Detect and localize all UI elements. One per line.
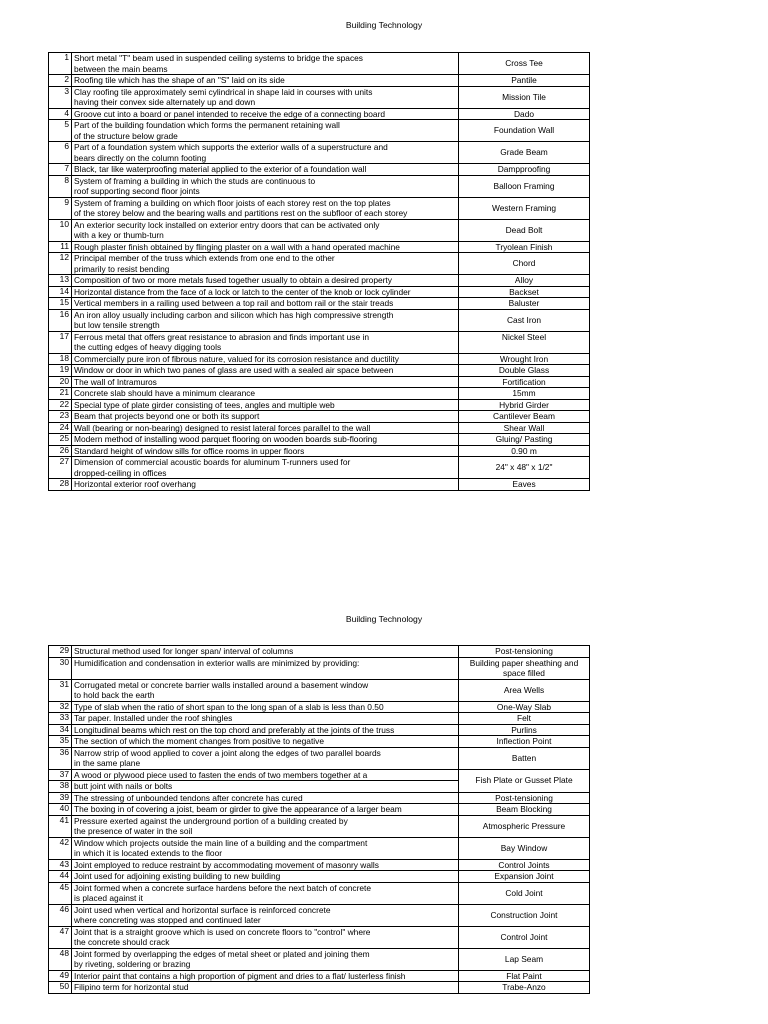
table-row <box>49 747 590 769</box>
answer-cell: Fish Plate or Gusset Plate <box>459 769 590 792</box>
answer-cell: Bay Window <box>459 837 590 859</box>
question-text <box>72 164 459 176</box>
item-number: 1 <box>49 53 72 75</box>
question-text <box>72 298 459 310</box>
answer-cell: Balloon Framing <box>459 175 590 197</box>
question-line: Concrete slab should have a minimum clearance <box>74 388 256 398</box>
answer-cell: Shear Wall <box>459 422 590 434</box>
answer-cell: Dado <box>459 108 590 120</box>
answer-cell: Hybrid Girder <box>459 399 590 411</box>
question-line: Narrow strip of wood applied to cover a joint along the edges of two parallel boards <box>74 747 381 758</box>
question-text <box>72 871 459 883</box>
table-row <box>49 253 590 275</box>
question-line: dropped-ceiling in offices <box>74 467 167 478</box>
answer-cell: Backset <box>459 286 590 298</box>
question-text <box>72 219 459 241</box>
table-row <box>49 275 590 287</box>
answer-cell: 15mm <box>459 388 590 400</box>
question-text <box>72 275 459 287</box>
item-number: 42 <box>49 837 72 859</box>
table-row <box>49 657 590 679</box>
item-number: 13 <box>49 275 72 287</box>
question-line: The wall of Intramuros <box>74 376 157 387</box>
question-line: Commercially pure iron of fibrous nature, valued for its corrosion resistance and ductility <box>74 353 399 364</box>
question-line: Horizontal distance from the face of a lock or latch to the center of the knob or lock cylinder <box>74 286 411 297</box>
item-number: 40 <box>49 804 72 816</box>
question-text <box>72 241 459 253</box>
item-number: 37 <box>49 769 72 781</box>
question-line: but low tensile strength <box>74 320 160 330</box>
question-text <box>72 657 459 679</box>
table-row <box>49 926 590 948</box>
question-line: Special type of plate girder consisting of tees, angles and multiple web <box>74 399 335 410</box>
question-line: A wood or plywood piece used to fasten the ends of two members together at a <box>74 769 368 780</box>
question-line: Beam that projects beyond one or both its support <box>74 411 260 421</box>
table-row <box>49 815 590 837</box>
question-line: Part of the building foundation which forms the permanent retaining wall <box>74 120 340 130</box>
table-row <box>49 904 590 926</box>
item-number: 32 <box>49 701 72 713</box>
table-row <box>49 388 590 400</box>
item-number: 49 <box>49 970 72 982</box>
answer-cell: Tryolean Finish <box>459 241 590 253</box>
question-line: Window which projects outside the main line of a building and the compartment <box>74 837 368 848</box>
answer-cell: Building paper sheathing and space filled <box>459 657 590 679</box>
question-line: The section of which the moment changes from positive to negative <box>74 736 324 746</box>
item-number: 45 <box>49 882 72 904</box>
item-number: 27 <box>49 457 72 479</box>
question-line: Roofing tile which has the shape of an "S" laid on its side <box>74 75 285 85</box>
question-line: Structural method used for longer span/ interval of columns <box>74 646 294 656</box>
answer-cell: Flat Paint <box>459 970 590 982</box>
item-number: 39 <box>49 792 72 804</box>
question-text <box>72 792 459 804</box>
question-line: butt joint with nails or bolts <box>74 781 173 791</box>
question-text <box>72 331 459 353</box>
question-line: primarily to resist bending <box>74 263 170 274</box>
item-number: 22 <box>49 399 72 411</box>
question-text <box>72 781 459 793</box>
answer-cell: 24" x 48" x 1/2" <box>459 457 590 479</box>
answer-cell: Purlins <box>459 724 590 736</box>
table-row <box>49 422 590 434</box>
item-number: 20 <box>49 376 72 388</box>
page-title: Building Technology <box>345 614 423 624</box>
answer-cell: 0.90 m <box>459 445 590 457</box>
answer-cell: Baluster <box>459 298 590 310</box>
answer-cell: Western Framing <box>459 197 590 219</box>
item-number: 28 <box>49 479 72 491</box>
question-line: System of framing a building in which the studs are continuous to <box>74 175 316 186</box>
question-text <box>72 701 459 713</box>
question-line: the cutting edges of heavy digging tools <box>74 342 222 352</box>
table-row <box>49 713 590 725</box>
table-row <box>49 646 590 658</box>
item-number: 33 <box>49 713 72 725</box>
question-line: Short metal "T" beam used in suspended ceiling systems to bridge the spaces <box>74 53 363 63</box>
question-text <box>72 353 459 365</box>
item-number: 8 <box>49 175 72 197</box>
table-row <box>49 445 590 457</box>
item-number: 29 <box>49 646 72 658</box>
question-line: Joint formed when a concrete surface hardens before the next batch of concrete <box>74 882 372 893</box>
answer-cell: Atmospheric Pressure <box>459 815 590 837</box>
question-line: Standard height of window sills for office rooms in upper floors <box>74 445 305 456</box>
answer-cell: Pantile <box>459 75 590 87</box>
item-number: 24 <box>49 422 72 434</box>
answer-cell: Dampproofing <box>459 164 590 176</box>
question-line: The stressing of unbounded tendons after concrete has cured <box>74 792 303 803</box>
table-row <box>49 792 590 804</box>
answer-cell: Eaves <box>459 479 590 491</box>
answer-cell: Cantilever Beam <box>459 411 590 423</box>
answer-cell: Grade Beam <box>459 142 590 164</box>
answer-cell: Dead Bolt <box>459 219 590 241</box>
page-title: Building Technology <box>345 20 423 30</box>
item-number: 35 <box>49 736 72 748</box>
question-line: by riveting, soldering or brazing <box>74 959 191 969</box>
answer-cell: Post-tensioning <box>459 792 590 804</box>
question-table <box>48 52 590 491</box>
answer-cell: Gluing/ Pasting <box>459 434 590 446</box>
question-text <box>72 175 459 197</box>
table-row <box>49 948 590 970</box>
question-line: Modern method of installing wood parquet flooring on wooden boards sub-flooring <box>74 434 378 444</box>
question-text <box>72 646 459 658</box>
item-number: 30 <box>49 657 72 679</box>
answer-cell: Fortification <box>459 376 590 388</box>
table-row <box>49 164 590 176</box>
table-row <box>49 175 590 197</box>
question-line: the concrete should crack <box>74 937 170 947</box>
item-number: 16 <box>49 309 72 331</box>
table-row <box>49 286 590 298</box>
item-number: 7 <box>49 164 72 176</box>
table-row <box>49 86 590 108</box>
item-number: 3 <box>49 86 72 108</box>
question-text <box>72 75 459 87</box>
answer-cell: Mission Tile <box>459 86 590 108</box>
question-line: Clay roofing tile approximately semi cylindrical in shape laid in courses with units <box>74 86 373 97</box>
question-text <box>72 197 459 219</box>
table-row <box>49 53 590 75</box>
item-number: 5 <box>49 120 72 142</box>
question-line: bears directly on the column footing <box>74 152 207 163</box>
answer-cell: Wrought Iron <box>459 353 590 365</box>
question-line: is placed against it <box>74 893 143 903</box>
item-number: 14 <box>49 286 72 298</box>
question-line <box>74 668 456 679</box>
question-text <box>72 882 459 904</box>
table-row <box>49 736 590 748</box>
answer-cell: Batten <box>459 747 590 769</box>
table-row <box>49 75 590 87</box>
question-line: Type of slab when the ratio of short span to the long span of a slab is less than 0.50 <box>74 701 384 712</box>
question-line: Joint used when vertical and horizontal surface is reinforced concrete <box>74 904 331 915</box>
question-line: of the structure below grade <box>74 130 178 141</box>
item-number: 6 <box>49 142 72 164</box>
question-text <box>72 713 459 725</box>
question-text <box>72 253 459 275</box>
item-number: 15 <box>49 298 72 310</box>
table-row <box>49 434 590 446</box>
question-text <box>72 804 459 816</box>
answer-cell: Nickel Steel <box>459 331 590 353</box>
question-line: the presence of water in the soil <box>74 826 193 836</box>
table-row <box>49 399 590 411</box>
question-text <box>72 142 459 164</box>
table-row <box>49 219 590 241</box>
answer-cell: Foundation Wall <box>459 120 590 142</box>
table-row <box>49 108 590 120</box>
table-row <box>49 479 590 491</box>
question-line: between the main beams <box>74 63 168 74</box>
question-line: Rough plaster finish obtained by flinging plaster on a wall with a hand operated machine <box>74 241 400 252</box>
table-row <box>49 701 590 713</box>
table-row <box>49 376 590 388</box>
question-text <box>72 815 459 837</box>
question-line: to hold back the earth <box>74 690 155 700</box>
question-line: with a key or thumb-turn <box>74 230 164 240</box>
question-line: Dimension of commercial acoustic boards for aluminum T-runners used for <box>74 457 351 467</box>
answer-cell: Felt <box>459 713 590 725</box>
table-row <box>49 142 590 164</box>
question-line: Groove cut into a board or panel intended to receive the edge of a connecting board <box>74 108 386 119</box>
item-number: 2 <box>49 75 72 87</box>
question-line: Part of a foundation system which supports the exterior walls of a superstructure and <box>74 142 388 152</box>
question-text <box>72 388 459 400</box>
question-line: Tar paper. Installed under the roof shingles <box>74 713 233 723</box>
table-row <box>49 970 590 982</box>
question-line: Black, tar like waterproofing material applied to the exterior of a foundation wall <box>74 164 367 174</box>
table-row <box>49 871 590 883</box>
question-text <box>72 679 459 701</box>
item-number: 38 <box>49 781 72 793</box>
question-line: Vertical members in a railing used between a top rail and bottom rail or the stair treads <box>74 298 394 308</box>
table-row <box>49 837 590 859</box>
item-number: 31 <box>49 679 72 701</box>
question-text <box>72 120 459 142</box>
answer-cell: Control Joint <box>459 926 590 948</box>
question-line: where concreting was stopped and continued later <box>74 915 261 925</box>
question-line: Horizontal exterior roof overhang <box>74 479 196 489</box>
table-row <box>49 769 590 781</box>
question-line: Humidification and condensation in exterior walls are minimized by providing: <box>74 657 360 668</box>
item-number: 48 <box>49 948 72 970</box>
question-line: Longitudinal beams which rest on the top chord and preferably at the joints of the truss <box>74 724 395 735</box>
question-text <box>72 948 459 970</box>
question-text <box>72 724 459 736</box>
question-text <box>72 970 459 982</box>
question-text <box>72 434 459 446</box>
item-number: 17 <box>49 331 72 353</box>
question-line: roof supporting second floor joints <box>74 186 200 196</box>
question-line: Joint used for adjoining existing building to new building <box>74 871 281 881</box>
question-text <box>72 982 459 994</box>
question-line: System of framing a building on which floor joists of each storey rest on the top plates <box>74 197 391 208</box>
question-line: Joint employed to reduce restraint by accommodating movement of masonry walls <box>74 859 379 870</box>
question-text <box>72 926 459 948</box>
item-number: 50 <box>49 982 72 994</box>
item-number: 43 <box>49 859 72 871</box>
answer-cell: Cold Joint <box>459 882 590 904</box>
answer-cell: Chord <box>459 253 590 275</box>
question-text <box>72 445 459 457</box>
table-row <box>49 197 590 219</box>
table-row <box>49 804 590 816</box>
question-text <box>72 422 459 434</box>
question-text <box>72 837 459 859</box>
question-text <box>72 747 459 769</box>
item-number: 34 <box>49 724 72 736</box>
table-row <box>49 859 590 871</box>
table-row <box>49 331 590 353</box>
question-text <box>72 376 459 388</box>
question-line: having their convex side alternately up and down <box>74 97 256 107</box>
question-line: Ferrous metal that offers great resistance to abrasion and finds important use in <box>74 331 369 342</box>
table-row <box>49 724 590 736</box>
question-line: Wall (bearing or non-bearing) designed to resist lateral forces parallel to the wall <box>74 422 371 433</box>
answer-cell: Inflection Point <box>459 736 590 748</box>
table-row <box>49 411 590 423</box>
item-number: 41 <box>49 815 72 837</box>
answer-cell: Construction Joint <box>459 904 590 926</box>
question-text <box>72 86 459 108</box>
table-row <box>49 353 590 365</box>
item-number: 46 <box>49 904 72 926</box>
answer-cell: Double Glass <box>459 365 590 377</box>
answer-cell: Area Wells <box>459 679 590 701</box>
question-line: An iron alloy usually including carbon and silicon which has high compressive strength <box>74 309 394 320</box>
answer-cell: Trabe-Anzo <box>459 982 590 994</box>
item-number: 4 <box>49 108 72 120</box>
question-line: The boxing in of covering a joist, beam or girder to give the appearance of a larger beam <box>74 804 402 814</box>
question-line: An exterior security lock installed on exterior entry doors that can be activated only <box>74 219 380 230</box>
answer-cell: Beam Blocking <box>459 804 590 816</box>
answer-cell: Cast Iron <box>459 309 590 331</box>
question-text <box>72 309 459 331</box>
question-line: Window or door in which two panes of glass are used with a sealed air space between <box>74 365 394 375</box>
item-number: 26 <box>49 445 72 457</box>
item-number: 21 <box>49 388 72 400</box>
answer-cell: Control Joints <box>459 859 590 871</box>
item-number: 25 <box>49 434 72 446</box>
question-line: Joint formed by overlapping the edges of metal sheet or plated and joining them <box>74 948 370 959</box>
item-number: 11 <box>49 241 72 253</box>
table-row <box>49 457 590 479</box>
item-number: 36 <box>49 747 72 769</box>
question-text <box>72 859 459 871</box>
table-row <box>49 309 590 331</box>
question-text <box>72 365 459 377</box>
question-text <box>72 769 459 781</box>
item-number: 18 <box>49 353 72 365</box>
question-line: Principal member of the truss which extends from one end to the other <box>74 253 335 263</box>
item-number: 10 <box>49 219 72 241</box>
question-line: Joint that is a straight groove which is used on concrete floors to "control" where <box>74 926 371 937</box>
table-row <box>49 120 590 142</box>
question-line: Pressure exerted against the underground portion of a building created by <box>74 815 348 826</box>
table-row <box>49 982 590 994</box>
question-text <box>72 286 459 298</box>
item-number: 12 <box>49 253 72 275</box>
question-line: in the same plane <box>74 758 141 768</box>
question-line: Filipino term for horizontal stud <box>74 982 189 992</box>
question-text <box>72 108 459 120</box>
table-row <box>49 241 590 253</box>
answer-cell: Post-tensioning <box>459 646 590 658</box>
question-line: Composition of two or more metals fused together usually to obtain a desired property <box>74 275 392 285</box>
item-number: 19 <box>49 365 72 377</box>
question-text <box>72 904 459 926</box>
question-table <box>48 645 590 994</box>
answer-cell: Cross Tee <box>459 53 590 75</box>
table-row <box>49 679 590 701</box>
question-text <box>72 411 459 423</box>
answer-cell: Alloy <box>459 275 590 287</box>
question-text <box>72 53 459 75</box>
question-line: Interior paint that contains a high proportion of pigment and dries to a flat/ lusterless finish <box>74 970 406 981</box>
question-text <box>72 399 459 411</box>
table-row <box>49 882 590 904</box>
answer-cell: One-Way Slab <box>459 701 590 713</box>
question-text <box>72 479 459 491</box>
item-number: 44 <box>49 871 72 883</box>
question-text <box>72 736 459 748</box>
item-number: 9 <box>49 197 72 219</box>
question-text <box>72 457 459 479</box>
item-number: 23 <box>49 411 72 423</box>
item-number: 47 <box>49 926 72 948</box>
table-row <box>49 365 590 377</box>
table-row <box>49 298 590 310</box>
answer-cell: Lap Seam <box>459 948 590 970</box>
question-line: of the storey below and the bearing walls and partitions rest on the subfloor of each storey <box>74 208 408 218</box>
answer-cell: Expansion Joint <box>459 871 590 883</box>
question-line: Corrugated metal or concrete barrier walls installed around a basement window <box>74 679 369 690</box>
question-line: in which it is located extends to the floor <box>74 848 223 858</box>
